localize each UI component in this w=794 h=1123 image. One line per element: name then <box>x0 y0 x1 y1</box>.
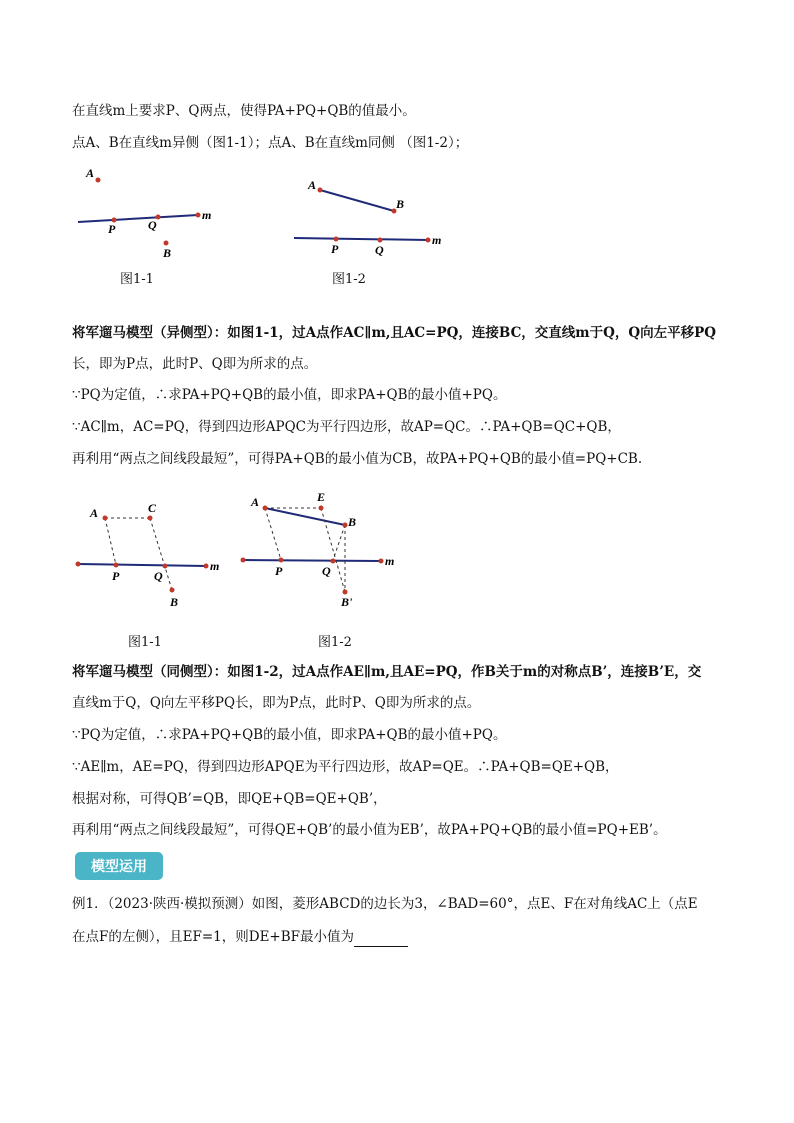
label-E: E <box>317 490 326 504</box>
label-m: m <box>385 554 395 568</box>
caption-mid-left: 图1-1 <box>128 635 162 650</box>
yice-line-5: 再利用“两点之间线段最短”，可得PA+QB的最小值为CB，故PA+PQ+QB的最小值=PQ+CB. <box>72 451 643 467</box>
figure-mid-left <box>70 492 230 612</box>
label-Q: Q <box>154 569 163 583</box>
figure-top-right <box>290 172 460 262</box>
label-A: A <box>308 178 317 192</box>
label-B: B <box>163 246 172 260</box>
label-m: m <box>210 559 220 573</box>
label-m: m <box>202 208 212 222</box>
intro-line-1: 在直线m上要求P、Q两点，使得PA+PQ+QB的值最小。 <box>72 103 416 119</box>
tongce-line-1: 将军遛马模型（同侧型）：如图1-2，过A点作AE∥m,且AE=PQ，作B关于m的对称点B’，连接B’E，交 <box>72 664 702 680</box>
example-line-1: 例1．（2023·陕西·模拟预测）如图，菱形ABCD的边长为3，∠BAD=60°，点E、F在对角线AC上（点E <box>72 896 698 912</box>
intro-line-2: 点A、B在直线m异侧（图1-1）；点A、B在直线m同侧 （图1-2）； <box>72 135 469 151</box>
label-B-prime: B' <box>341 595 353 608</box>
tongce-line-2: 直线m于Q，Q向左平移PQ长，即为P点，此时P、Q即为所求的点。 <box>72 695 481 711</box>
yice-line-1: 将军遛马模型（异侧型）：如图1-1，过A点作AC∥m,且AC=PQ，连接BC，交直线m于Q，Q向左平移PQ <box>72 325 717 341</box>
label-B: B <box>348 515 357 529</box>
label-B: B <box>396 197 405 211</box>
caption-top-right: 图1-2 <box>332 272 366 287</box>
label-Q: Q <box>148 218 157 232</box>
yice-line-3: ∵PQ为定值，∴求PA+PQ+QB的最小值，即求PA+QB的最小值+PQ。 <box>72 387 507 403</box>
tongce-line-3: ∵PQ为定值，∴求PA+PQ+QB的最小值，即求PA+QB的最小值+PQ。 <box>72 727 507 743</box>
example-question-text: 在点F的左侧），且EF=1，则DE+BF最小值为 <box>72 929 355 945</box>
label-Q: Q <box>375 243 384 257</box>
label-A: A <box>90 506 99 520</box>
figure-top-left <box>70 165 230 265</box>
label-P: P <box>331 242 339 256</box>
label-m: m <box>432 233 442 247</box>
label-C: C <box>148 501 157 515</box>
tongce-line-6: 再利用“两点之间线段最短”，可得QE+QB’的最小值为EB’，故PA+PQ+QB的最小值=PQ+EB’。 <box>72 822 667 838</box>
caption-mid-right: 图1-2 <box>318 635 352 650</box>
label-A: A <box>251 495 260 509</box>
label-A: A <box>86 166 95 180</box>
answer-blank[interactable] <box>354 932 408 947</box>
tongce-line-5: 根据对称，可得QB’=QB，即QE+QB=QE+QB’， <box>72 791 387 807</box>
label-B: B <box>170 595 179 609</box>
label-P: P <box>112 569 120 583</box>
label-P: P <box>108 222 116 236</box>
label-P: P <box>275 564 283 578</box>
example-line-2 <box>72 927 408 947</box>
caption-top-left: 图1-1 <box>120 272 154 287</box>
label-Q: Q <box>322 564 331 578</box>
yice-line-4: ∵AC∥m，AC=PQ，得到四边形APQC为平行四边形，故AP=QC。∴PA+QB=QC+QB， <box>72 419 621 435</box>
tongce-line-4: ∵AE∥m，AE=PQ，得到四边形APQE为平行四边形，故AP=QE。∴PA+QB=QE+QB， <box>72 759 619 775</box>
section-badge: 模型运用 <box>75 852 163 880</box>
yice-line-2: 长，即为P点，此时P、Q即为所求的点。 <box>72 356 318 372</box>
figure-mid-right <box>235 488 405 608</box>
